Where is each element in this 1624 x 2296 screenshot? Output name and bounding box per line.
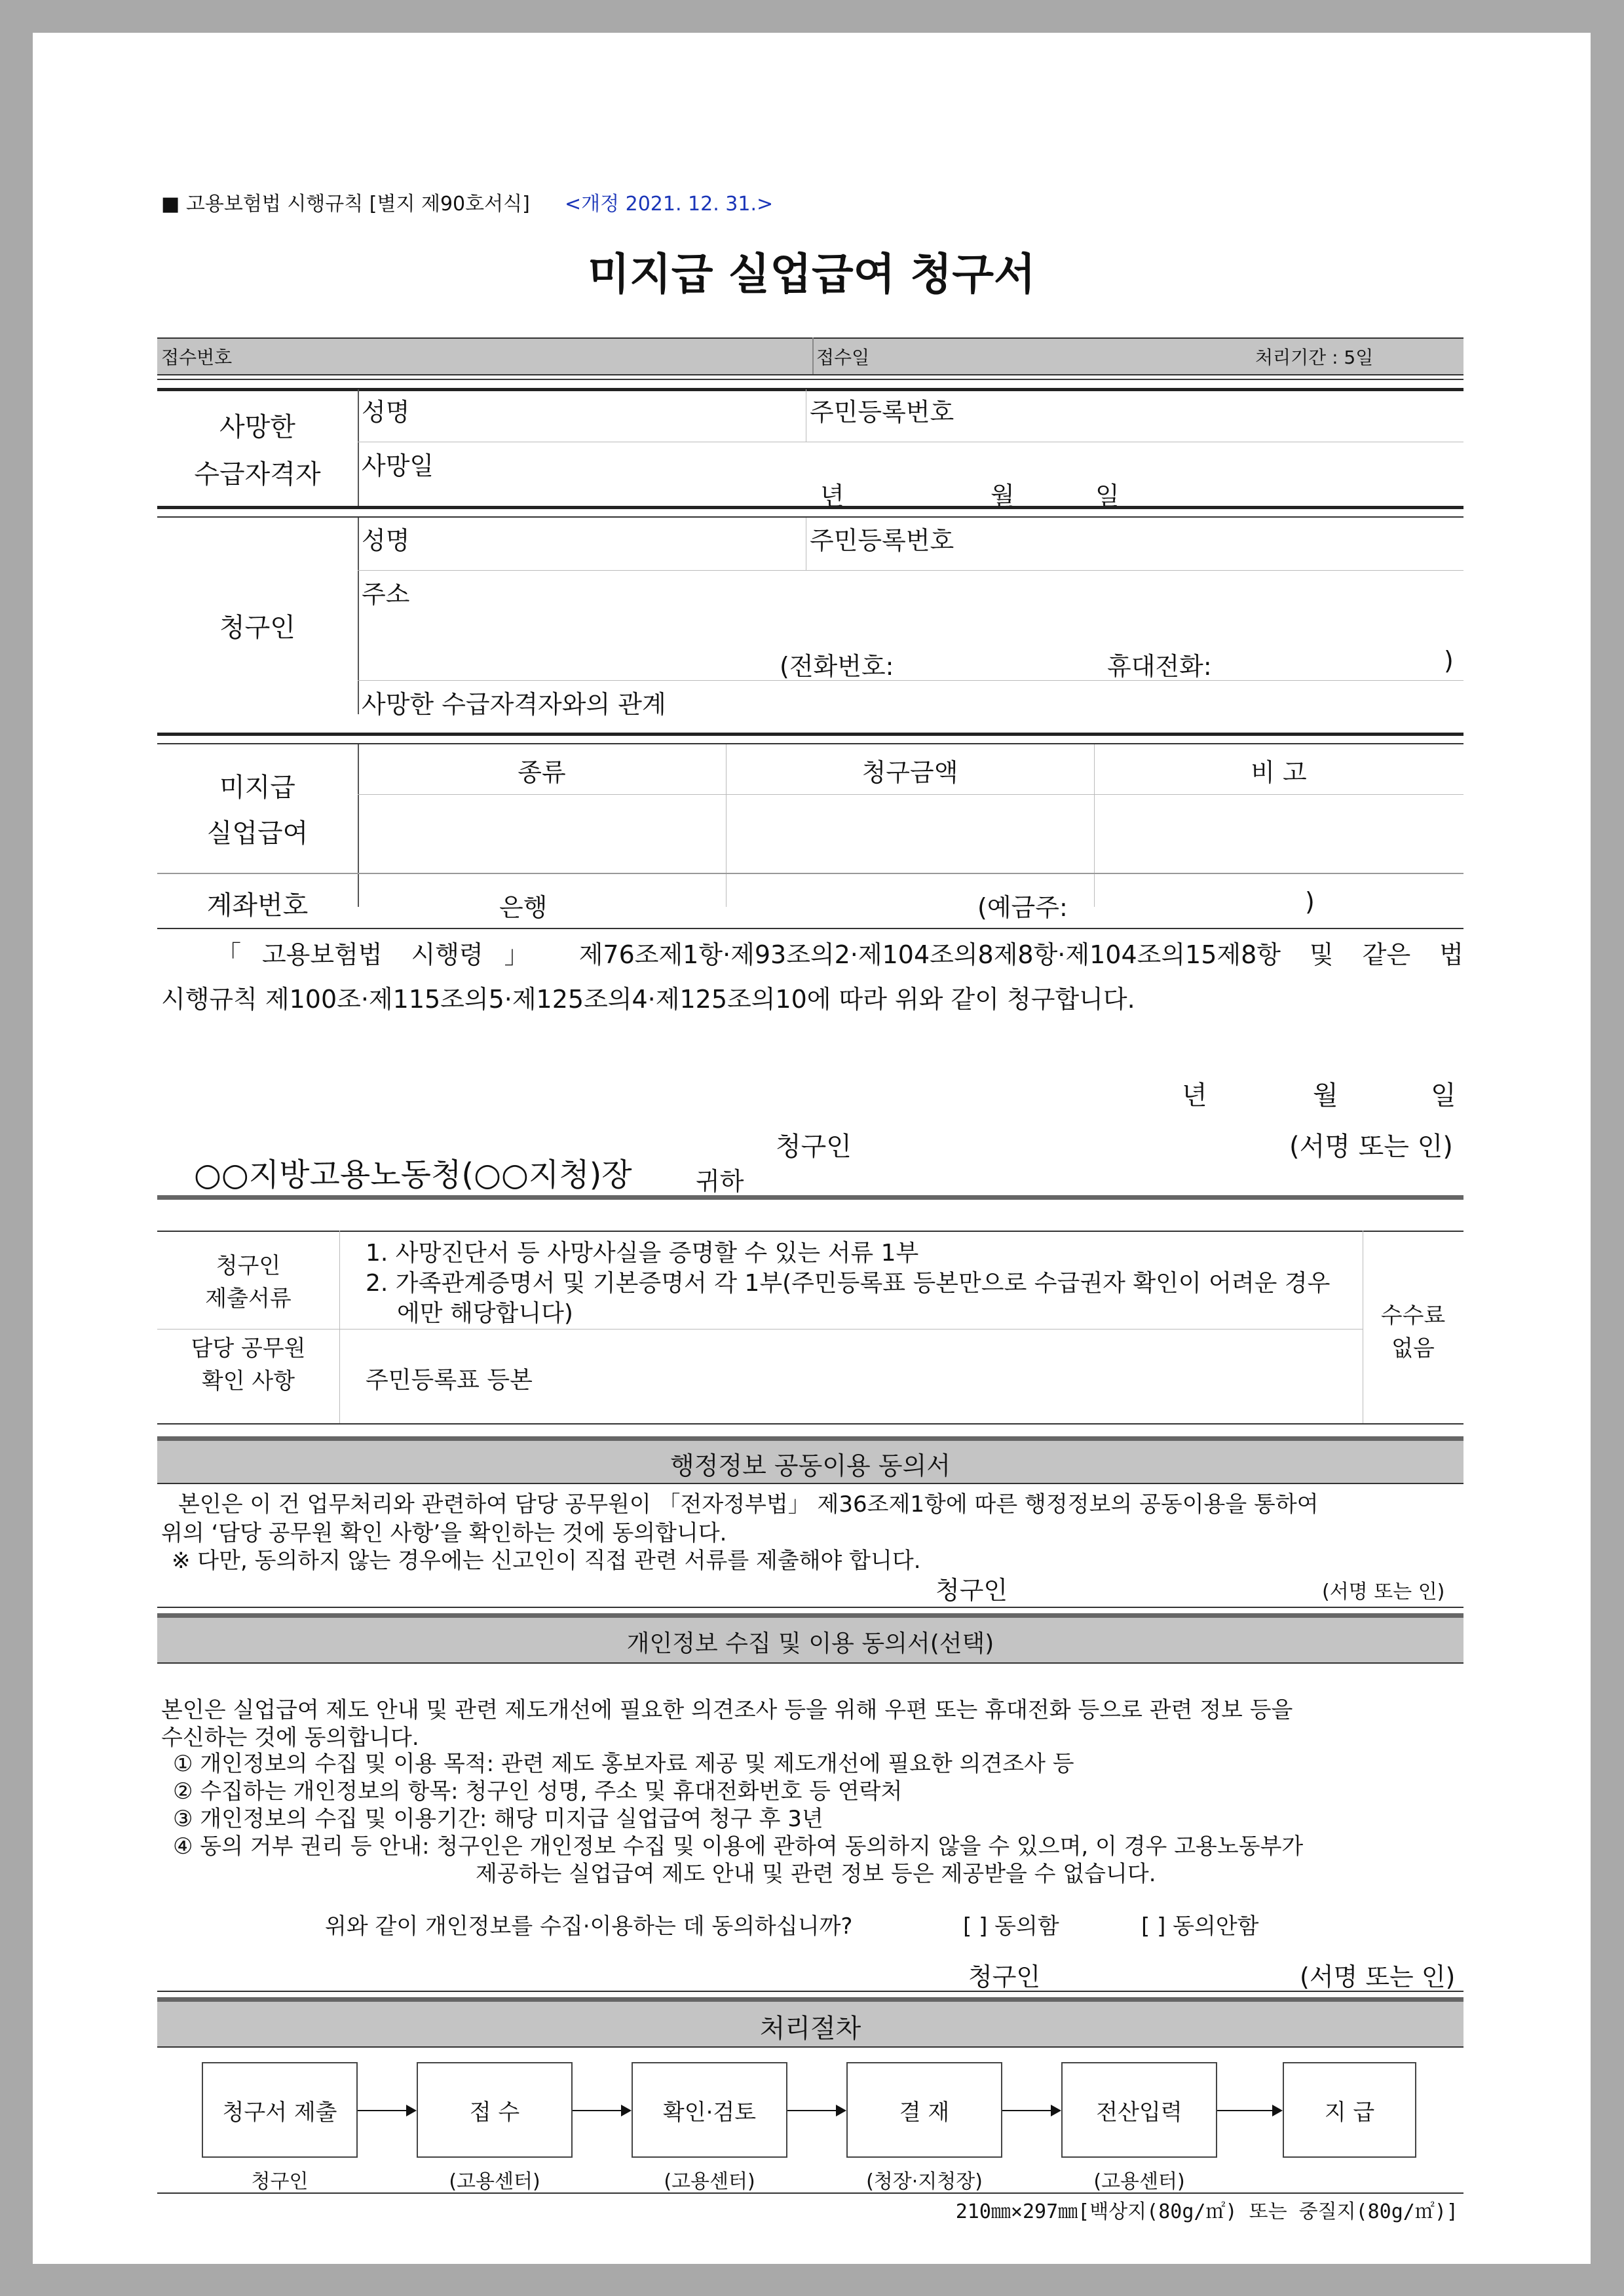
deceased-rrn-label: 주민등록번호 (810, 398, 954, 427)
step-submit-label: 청구서 제출 (222, 2099, 337, 2126)
benefit-col-amount: 청구금액 (861, 758, 958, 787)
statement-line-1: 「고용보험법 시행령」 제76조제1항·제93조의2·제104조의8제8항·제104조의15제8항 및 같은 법 (216, 940, 1463, 969)
processing-period: 처리기간 : 5일 (1255, 347, 1374, 368)
benefit-col-note: 비 고 (1251, 758, 1307, 787)
death-month: 월 (991, 482, 1015, 510)
submit-docs-label-2: 제출서류 (205, 1286, 292, 1312)
step-approve-box (846, 2062, 1002, 2158)
arrow-right-icon (1002, 2110, 1059, 2111)
step-receive-actor: (고용센터) (449, 2170, 540, 2193)
account-bank: 은행 (499, 893, 548, 922)
step-receive-label: 접 수 (469, 2099, 520, 2126)
step-review-box (632, 2062, 787, 2158)
check-label-1: 담당 공무원 (191, 1335, 306, 1362)
step-pay-label: 지 급 (1324, 2099, 1375, 2126)
fee-value: 없음 (1391, 1335, 1435, 1362)
privacy-line-2: 수신하는 것에 동의합니다. (161, 1725, 419, 1751)
death-year: 년 (820, 482, 844, 510)
privacy-signature: (서명 또는 인) (1300, 1962, 1456, 1991)
privacy-item-4b: 제공하는 실업급여 제도 안내 및 관련 정보 등은 제공받을 수 없습니다. (476, 1861, 1156, 1887)
statement-signature: (서명 또는 인) (1289, 1132, 1453, 1162)
arrow-right-icon (573, 2110, 629, 2111)
statement-month: 월 (1313, 1081, 1338, 1111)
admin-consent-claimant: 청구인 (935, 1576, 1008, 1605)
receipt-number-label: 접수번호 (161, 347, 233, 368)
statement-year: 년 (1182, 1081, 1207, 1111)
step-submit-box (202, 2062, 358, 2158)
step-submit-actor: 청구인 (251, 2170, 309, 2193)
privacy-item-4a: ④ 동의 거부 권리 등 안내: 청구인은 개인정보 수집 및 이용에 관하여 동의하지 않을 수 있으며, 이 경우 고용노동부가 (173, 1833, 1304, 1860)
check-item: 주민등록표 등본 (366, 1367, 533, 1394)
step-review-actor: (고용센터) (664, 2170, 755, 2193)
claimant-relation-label: 사망한 수급자격자와의 관계 (362, 690, 666, 719)
admin-consent-title: 행정정보 공동이용 동의서 (670, 1451, 951, 1480)
step-approve-label: 결 재 (899, 2099, 950, 2126)
statement-claimant-label: 청구인 (776, 1132, 852, 1162)
claimant-phone-label: (전화번호: (780, 652, 894, 681)
form-title: 미지급 실업급여 청구서 (588, 249, 1036, 299)
arrow-right-icon (787, 2110, 844, 2111)
fee-label: 수수료 (1380, 1303, 1446, 1329)
recipient-honorific: 귀하 (696, 1167, 744, 1196)
receipt-date-label: 접수일 (816, 347, 870, 368)
step-input-actor: (고용센터) (1093, 2170, 1185, 2193)
statement-line-2: 시행규칙 제100조·제115조의5·제125조의4·제125조의10에 따라 위와 같이 청구합니다. (161, 985, 1135, 1014)
step-approve-actor: (청장·지청장) (866, 2170, 983, 2193)
death-day: 일 (1095, 482, 1120, 510)
privacy-claimant: 청구인 (968, 1962, 1041, 1991)
submit-docs-label-1: 청구인 (216, 1253, 281, 1279)
step-pay-box (1283, 2062, 1416, 2158)
step-input-box (1061, 2062, 1217, 2158)
step-receive-box (417, 2062, 573, 2158)
privacy-agree-checkbox[interactable]: [ ] 동의함 (963, 1913, 1059, 1940)
privacy-question: 위와 같이 개인정보를 수집·이용하는 데 동의하십니까? (325, 1913, 853, 1940)
revision-date: <개정 2021. 12. 31.> (565, 193, 774, 216)
procedure-title: 처리절차 (759, 2014, 861, 2044)
privacy-disagree-checkbox[interactable]: [ ] 동의안함 (1141, 1913, 1259, 1940)
admin-consent-line-1: 본인은 이 건 업무처리와 관련하여 담당 공무원이 「전자정부법」 제36조제1항에 따른 행정정보의 공동이용을 통하여 (178, 1491, 1319, 1518)
statement-day: 일 (1431, 1081, 1456, 1111)
privacy-item-3: ③ 개인정보의 수집 및 이용기간: 해당 미지급 실업급여 청구 후 3년 (173, 1806, 823, 1832)
claimant-section-label: 청구인 (219, 613, 295, 643)
claimant-name-label: 성명 (362, 526, 410, 555)
regulation-reference: ■ 고용보험법 시행규칙 [별지 제90호서식] (161, 193, 530, 216)
deceased-section-label-1: 사망한 (219, 412, 295, 442)
form-page (33, 33, 1591, 2264)
benefit-section-label-1: 미지급 (219, 773, 295, 803)
privacy-item-1: ① 개인정보의 수집 및 이용 목적: 관련 제도 홍보자료 제공 및 제도개선에 필요한 의견조사 등 (173, 1751, 1074, 1777)
check-label-2: 확인 사항 (201, 1368, 295, 1394)
claimant-mobile-label: 휴대전화: (1107, 652, 1212, 681)
admin-consent-line-2: 위의 ‘담당 공무원 확인 사항’을 확인하는 것에 동의합니다. (161, 1520, 727, 1546)
arrow-right-icon (358, 2110, 414, 2111)
claimant-address-label: 주소 (362, 580, 410, 609)
step-input-label: 전산입력 (1096, 2099, 1182, 2126)
privacy-item-2: ② 수집하는 개인정보의 항목: 청구인 성명, 주소 및 휴대전화번호 등 연락처 (173, 1778, 903, 1805)
recipient-office: ○○지방고용노동청(○○지청)장 (194, 1157, 632, 1193)
account-holder-close: ) (1305, 887, 1315, 916)
account-label: 계좌번호 (206, 890, 309, 921)
arrow-right-icon (1217, 2110, 1280, 2111)
deceased-name-label: 성명 (362, 398, 410, 427)
admin-consent-line-3: ※ 다만, 동의하지 않는 경우에는 신고인이 직접 관련 서류를 제출해야 합니다. (172, 1548, 921, 1574)
deceased-section-label-2: 수급자격자 (194, 459, 321, 489)
death-date-label: 사망일 (362, 451, 434, 480)
submit-doc-item-2a: 2. 가족관계증명서 및 기본증명서 각 1부(주민등록표 등본만으로 수급권자 확인이 어려운 경우 (366, 1270, 1331, 1297)
benefit-col-type: 종류 (518, 758, 566, 787)
step-review-label: 확인·검토 (662, 2099, 757, 2126)
paper-spec: 210㎜×297㎜[백상지(80g/㎡) 또는 중질지(80g/㎡)] (955, 2200, 1458, 2223)
privacy-consent-title: 개인정보 수집 및 이용 동의서(선택) (626, 1630, 994, 1657)
claimant-rrn-label: 주민등록번호 (810, 526, 954, 555)
benefit-section-label-2: 실업급여 (206, 818, 309, 849)
claimant-phone-close: ) (1444, 646, 1454, 675)
submit-doc-item-2b: 에만 해당합니다) (397, 1300, 573, 1327)
submit-doc-item-1: 1. 사망진단서 등 사망사실을 증명할 수 있는 서류 1부 (366, 1240, 919, 1267)
account-holder-open: (예금주: (977, 893, 1068, 922)
privacy-line-1: 본인은 실업급여 제도 안내 및 관련 제도개선에 필요한 의견조사 등을 위해 우편 또는 휴대전화 등으로 관련 정보 등을 (161, 1697, 1293, 1723)
admin-consent-signature: (서명 또는 인) (1322, 1580, 1445, 1603)
